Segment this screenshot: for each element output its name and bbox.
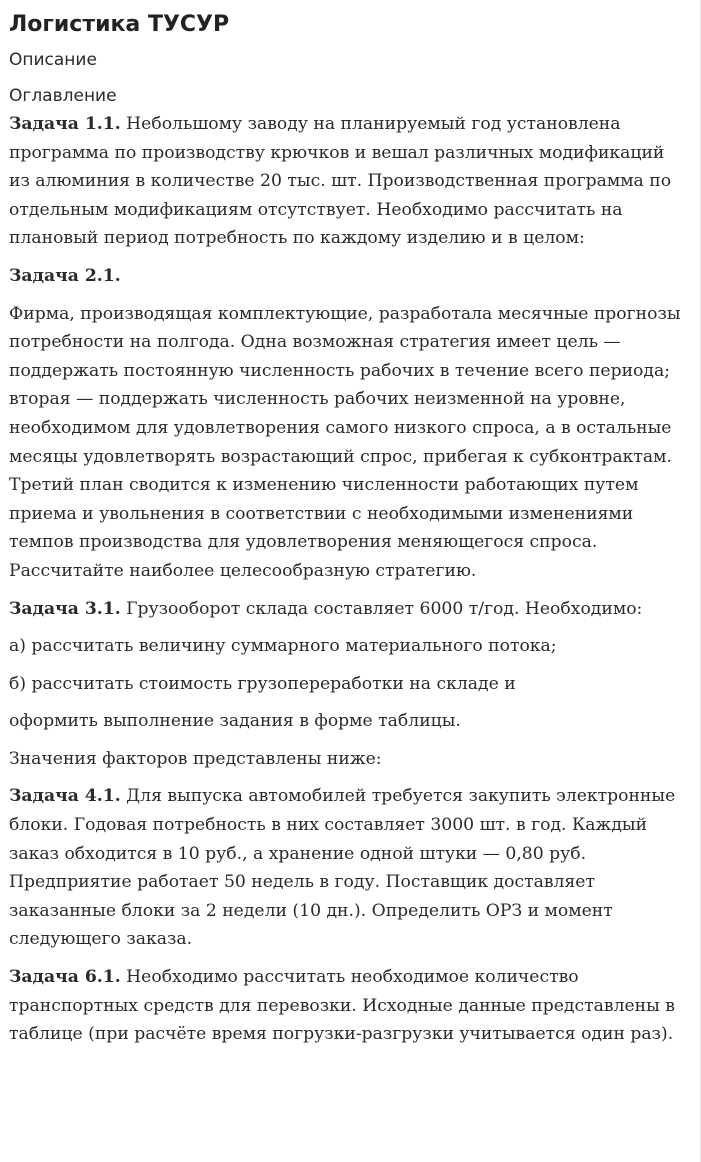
task-2-1-heading xyxy=(9,262,688,291)
task-text: Небольшому заводу на планируемый год установлена программа по производству крючков и вешал различных модификаций из алюминия в количестве 20 тыс. шт. Производственная программа по отдельным модификациям отсутствует. Необходимо рассчитать на плановый период потребность по каждому изделию и в целом: xyxy=(9,114,672,249)
task-text: б) рассчитать стоимость грузопереработки на складе и xyxy=(9,673,516,694)
task-2-1-paragraph xyxy=(9,300,688,586)
task-text: Грузооборот склада составляет 6000 т/год. Необходимо: xyxy=(120,598,643,619)
task-text: Фирма, производящая комплектующие, разработала месячные прогнозы потребности на полгода. Одна возможная стратегия имеет цель — поддержать постоянную численность рабочих в течение всего периода; вторая — поддержать численность рабочих неизменной на уровне, необходимом для удовлетворения самого низкого спроса, а в остальные месяцы удовлетворять возрастающий спрос, прибегая к субконтрактам. Третий план сводится к изменению численности работающих путем приема и увольнения в соответствии с необходимыми изменениями темпов производства для удовлетворения меняющегося спроса. Рассчитайте наиболее целесообразную стратегию. xyxy=(9,303,681,581)
task-text: а) рассчитать величину суммарного материального потока; xyxy=(9,636,557,657)
toc-label[interactable]: Оглавление xyxy=(9,86,117,106)
task-3-1-item-a xyxy=(9,632,688,661)
task-label: Задача 6.1. xyxy=(9,967,121,988)
task-text: оформить выполнение задания в форме таблицы. xyxy=(9,711,461,732)
task-label: Задача 3.1. xyxy=(9,598,121,619)
task-1-1-paragraph xyxy=(9,110,688,253)
task-6-1-paragraph xyxy=(9,963,688,1049)
description-label[interactable]: Описание xyxy=(9,50,97,70)
task-4-1-paragraph xyxy=(9,782,688,954)
task-text: Значения факторов представлены ниже: xyxy=(9,748,382,769)
task-3-1-paragraph xyxy=(9,595,688,624)
task-text: Для выпуска автомобилей требуется закупить электронные блоки. Годовая потребность в них составляет 3000 шт. в год. Каждый заказ обходится в 10 руб., а хранение одной штуки — 0,80 руб. Предприятие работает 50 недель в году. Поставщик доставляет заказанные блоки за 2 недели (10 дн.). Определить ОРЗ и момент следующего заказа. xyxy=(9,786,676,950)
task-text: Необходимо рассчитать необходимое количество транспортных средств для перевозки. Исходные данные представлены в таблице (при расчёте время погрузки-разгрузки учитывается один раз). xyxy=(9,967,675,1045)
task-label: Задача 4.1. xyxy=(9,786,121,807)
task-3-1-note xyxy=(9,707,688,736)
task-label: Задача 2.1. xyxy=(9,265,121,286)
task-3-1-factors xyxy=(9,745,688,774)
task-label: Задача 1.1. xyxy=(9,114,121,134)
task-3-1-item-b xyxy=(9,670,688,699)
page-title: Логистика ТУСУР xyxy=(9,12,230,37)
